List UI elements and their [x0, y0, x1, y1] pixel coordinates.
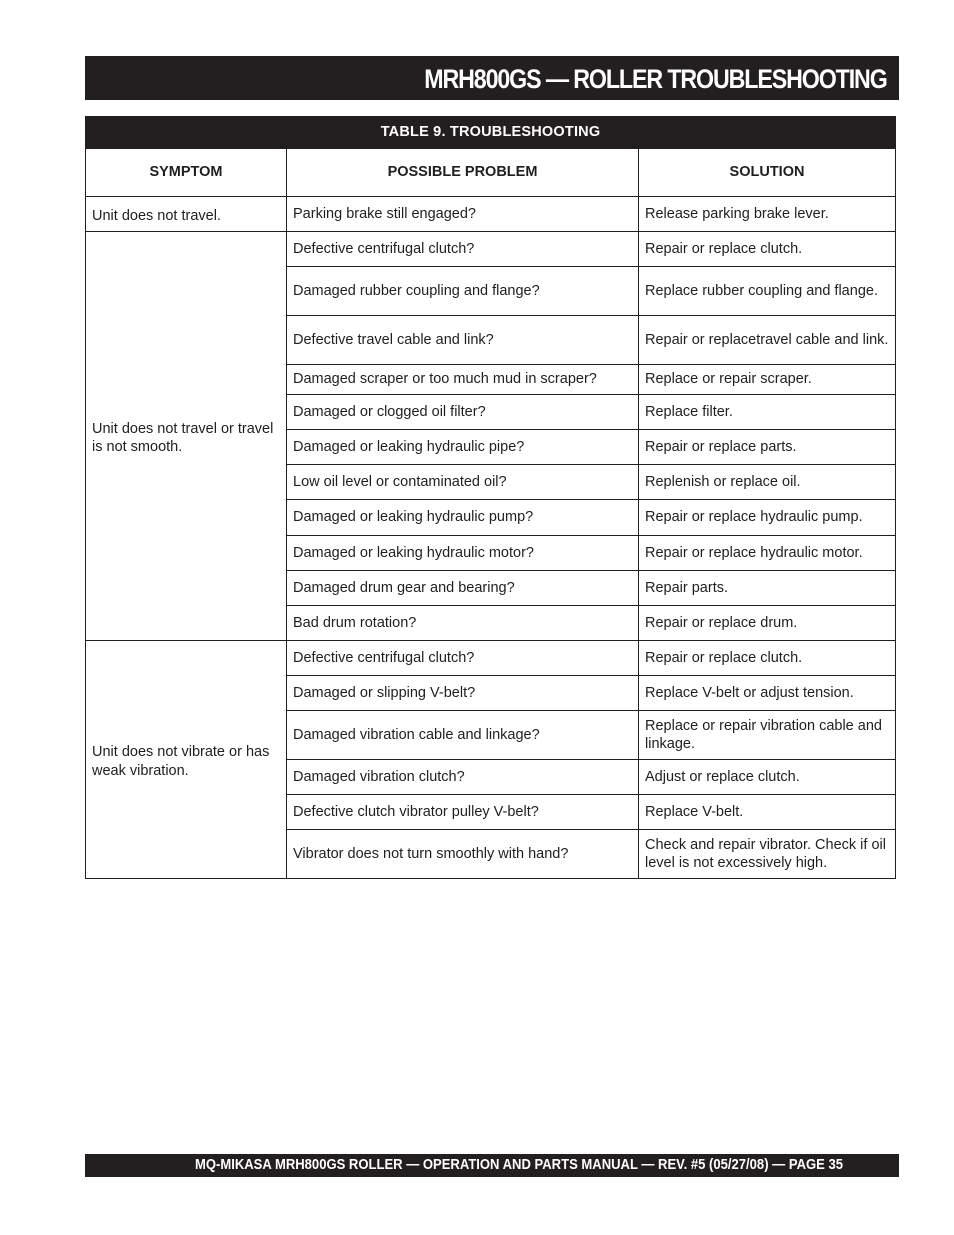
- solution-cell: Replace filter.: [639, 395, 896, 430]
- problem-cell: Damaged vibration cable and linkage?: [287, 711, 639, 760]
- table-header-row: [86, 149, 896, 197]
- problem-cell: Defective centrifugal clutch?: [287, 641, 639, 676]
- table-row: [86, 197, 896, 232]
- page-footer: MQ-MIKASA MRH800GS ROLLER — OPERATION AND PARTS MANUAL — REV. #5 (05/27/08) — PAGE 35: [194, 1157, 843, 1173]
- solution-cell: Replace or repair vibration cable and linkage.: [639, 711, 896, 760]
- table-caption-row: [86, 117, 896, 149]
- solution-cell: Adjust or replace clutch.: [639, 760, 896, 795]
- problem-cell: Damaged vibration clutch?: [287, 760, 639, 795]
- problem-cell: Damaged rubber coupling and flange?: [287, 267, 639, 316]
- solution-cell: Repair or replacetravel cable and link.: [639, 316, 896, 365]
- problem-cell: Defective travel cable and link?: [287, 316, 639, 365]
- solution-cell: Repair or replace hydraulic pump.: [639, 500, 896, 536]
- symptom-cell: Unit does not travel.: [86, 197, 287, 232]
- table-caption: TABLE 9. TROUBLESHOOTING: [86, 117, 896, 149]
- solution-cell: Repair or replace hydraulic motor.: [639, 536, 896, 571]
- solution-cell: Check and repair vibrator. Check if oil level is not excessively high.: [639, 830, 896, 879]
- page-title: MRH800GS — ROLLER TROUBLESHOOTING: [424, 64, 887, 94]
- solution-cell: Repair or replace drum.: [639, 606, 896, 641]
- problem-cell: Damaged scraper or too much mud in scraper?: [287, 365, 639, 395]
- troubleshooting-table: [85, 116, 896, 879]
- column-header-symptom: SYMPTOM: [86, 149, 287, 197]
- symptom-cell: Unit does not travel or travel is not smooth.: [86, 232, 287, 641]
- table-row: [86, 641, 896, 676]
- table-row: [86, 232, 896, 267]
- solution-cell: Repair or replace clutch.: [639, 232, 896, 267]
- solution-cell: Release parking brake lever.: [639, 197, 896, 232]
- problem-cell: Damaged or leaking hydraulic pump?: [287, 500, 639, 536]
- solution-cell: Repair or replace parts.: [639, 430, 896, 465]
- problem-cell: Low oil level or contaminated oil?: [287, 465, 639, 500]
- problem-cell: Parking brake still engaged?: [287, 197, 639, 232]
- solution-cell: Replenish or replace oil.: [639, 465, 896, 500]
- solution-cell: Repair or replace clutch.: [639, 641, 896, 676]
- column-header-problem: POSSIBLE PROBLEM: [287, 149, 639, 197]
- symptom-cell: Unit does not vibrate or has weak vibration.: [86, 641, 287, 879]
- problem-cell: Bad drum rotation?: [287, 606, 639, 641]
- solution-cell: Repair parts.: [639, 571, 896, 606]
- problem-cell: Damaged or clogged oil filter?: [287, 395, 639, 430]
- problem-cell: Defective clutch vibrator pulley V-belt?: [287, 795, 639, 830]
- problem-cell: Damaged or slipping V-belt?: [287, 676, 639, 711]
- problem-cell: Damaged or leaking hydraulic pipe?: [287, 430, 639, 465]
- problem-cell: Damaged drum gear and bearing?: [287, 571, 639, 606]
- problem-cell: Defective centrifugal clutch?: [287, 232, 639, 267]
- solution-cell: Replace V-belt or adjust tension.: [639, 676, 896, 711]
- solution-cell: Replace or repair scraper.: [639, 365, 896, 395]
- problem-cell: Vibrator does not turn smoothly with hand?: [287, 830, 639, 879]
- column-header-solution: SOLUTION: [639, 149, 896, 197]
- problem-cell: Damaged or leaking hydraulic motor?: [287, 536, 639, 571]
- solution-cell: Replace V-belt.: [639, 795, 896, 830]
- solution-cell: Replace rubber coupling and flange.: [639, 267, 896, 316]
- page-title-bar: [85, 56, 899, 100]
- page-footer-bar: [85, 1154, 899, 1177]
